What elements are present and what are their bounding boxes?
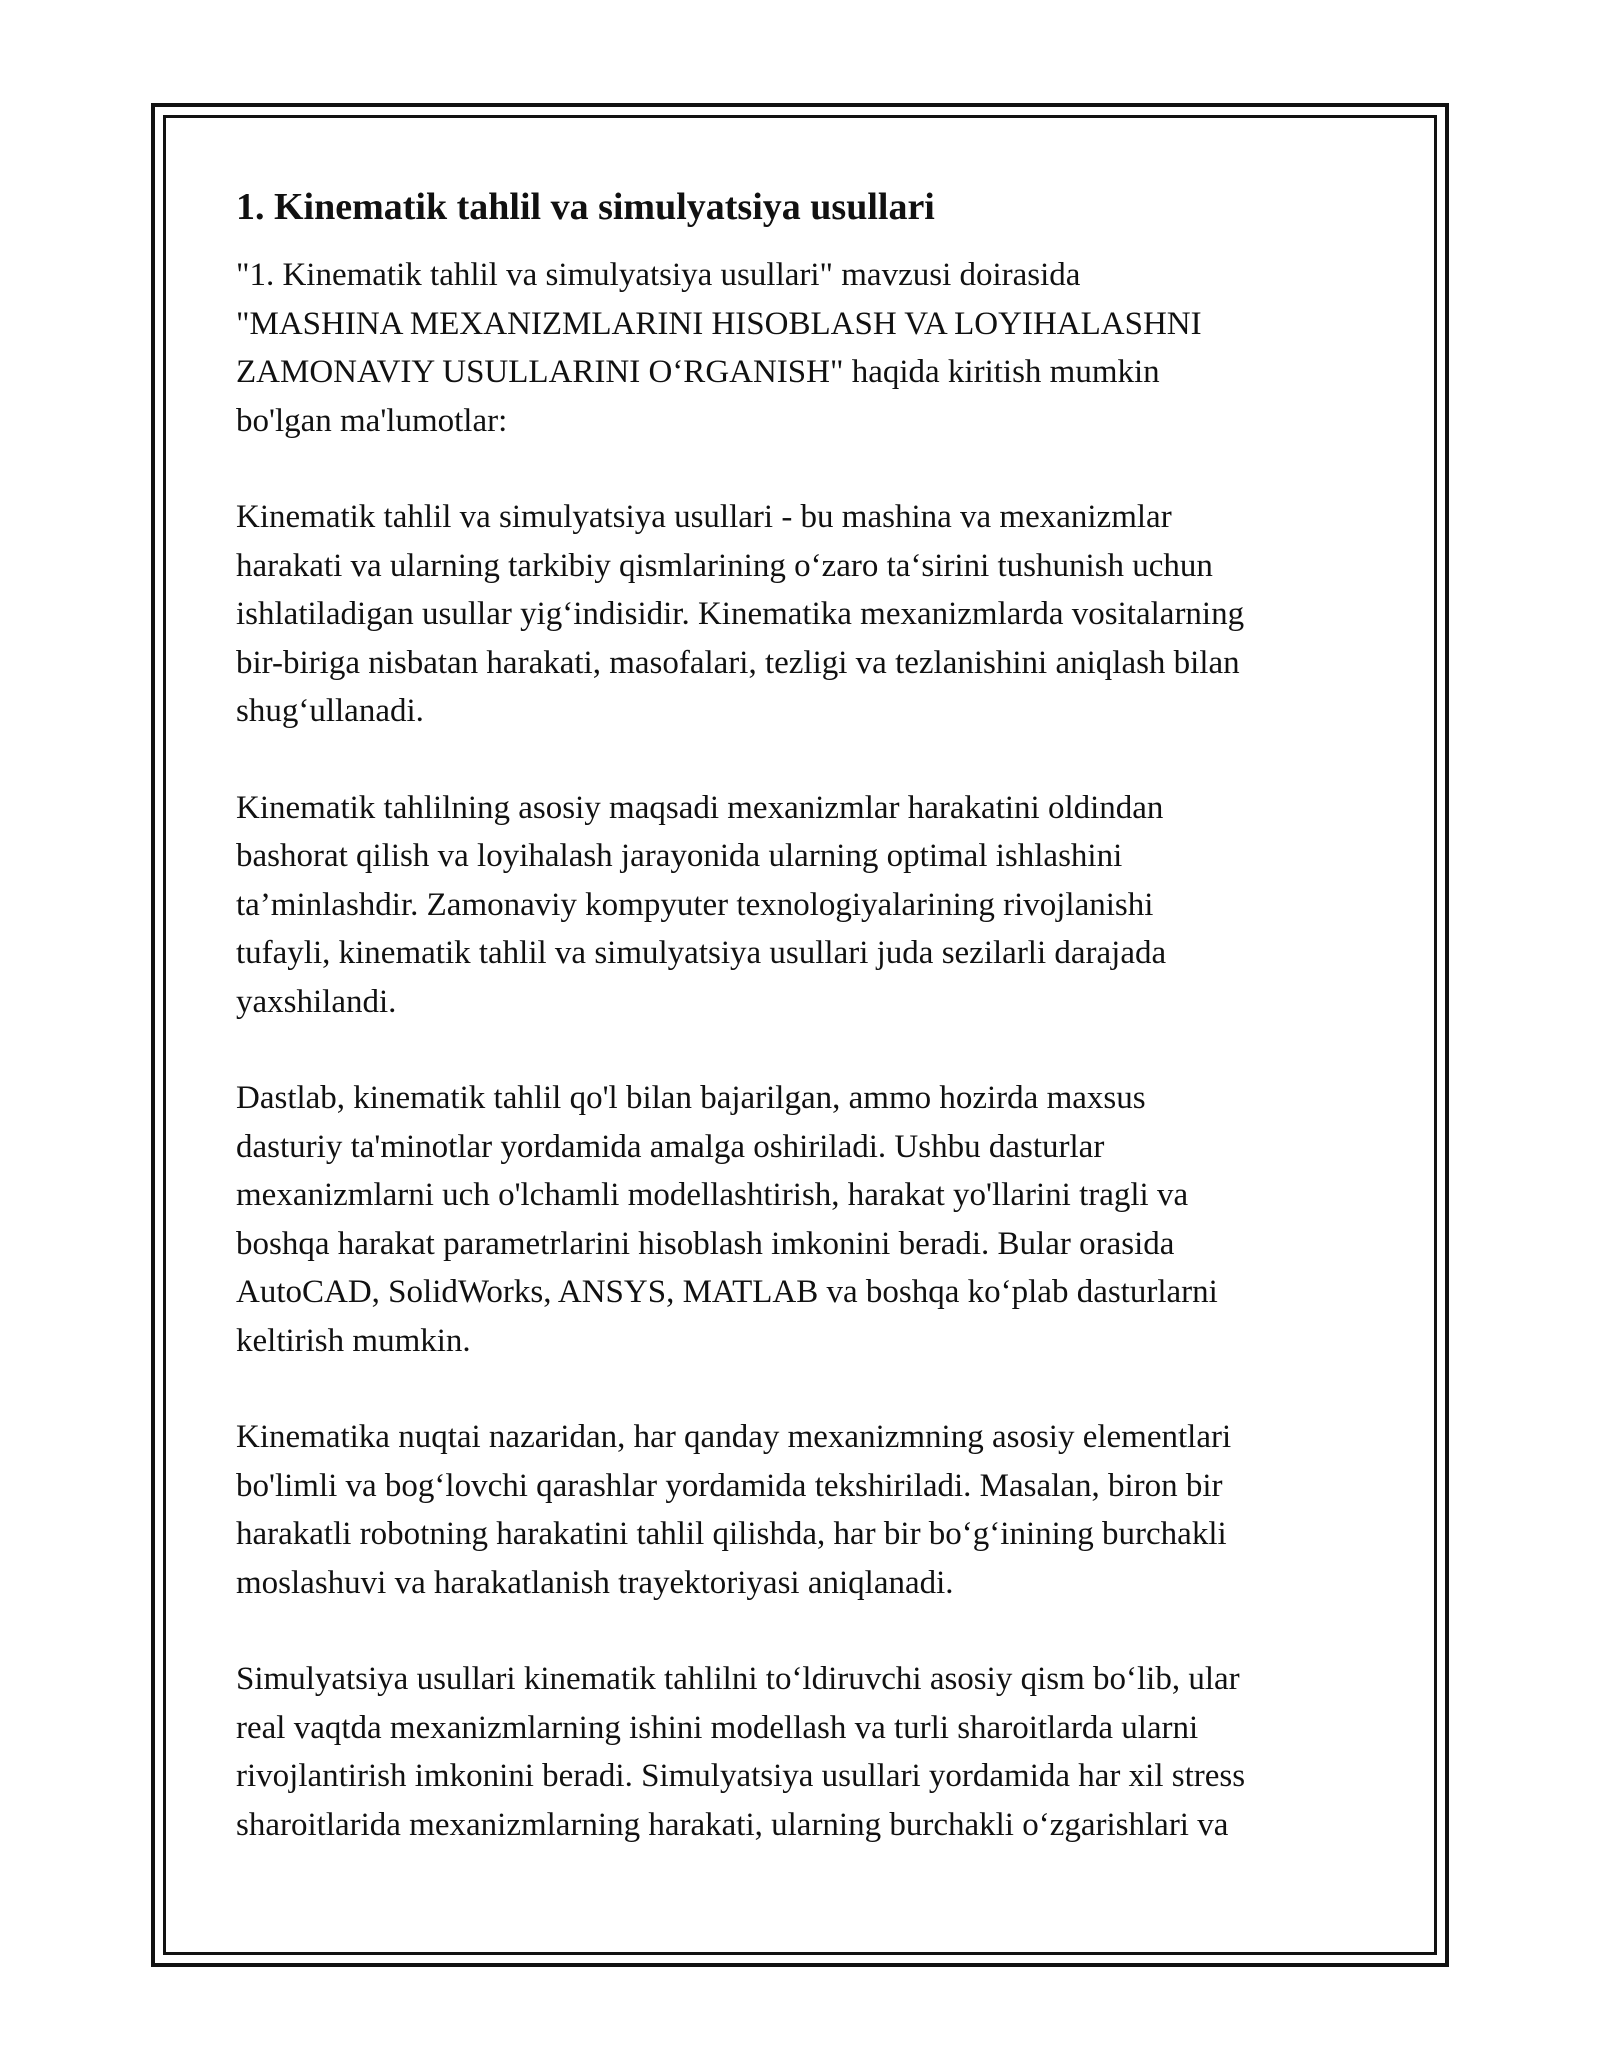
paragraph-intro: "1. Kinematik tahlil va simulyatsiya usullari" mavzusi doirasida "MASHINA MEXANIZMLARINI HISOBLASH VA LOYIHALASHNI ZAMONAVIY USULLARINI O‘RGANISH" haqida kiritish mumkin bo'lgan ma'lumotlar: — [236, 257, 1202, 439]
paragraph-purpose: Kinematik tahlilning asosiy maqsadi mexanizmlar harakatini oldindan bashorat qilish va loyihalash jarayonida ularning optimal ishlashini ta’minlashdir. Zamonaviy kompyuter texnologiyalarining rivojlanishi tufayli, kinematik tahlil va simulyatsiya usullari juda sezilarli darajada yaxshilandi. — [236, 789, 1167, 1020]
paragraph-software: Dastlab, kinematik tahlil qo'l bilan bajarilgan, ammo hozirda maxsus dasturiy ta'minotlar yordamida amalga oshiriladi. Ushbu dasturlar mexanizmlarni uch o'lchamli modellashtirish, harakat yo'llarini tragli va boshqa harakat parametrlarini hisoblash imkonini beradi. Bular orasida AutoCAD, SolidWorks, ANSYS, MATLAB va boshqa ko‘plab dasturlarni keltirish mumkin. — [236, 1080, 1218, 1359]
document-body — [236, 183, 1366, 1897]
paragraph-definition: Kinematik tahlil va simulyatsiya usullari - bu mashina va mexanizmlar harakati va ularning tarkibiy qismlarining o‘zaro ta‘sirini tushunish uchun ishlatiladigan usullar yig‘indisidir. Kinematika mexanizmlarda vositalarning bir-biriga nisbatan harakati, masofalari, tezligi va tezlanishini aniqlash bilan shug‘ullanadi. — [236, 499, 1245, 729]
section-heading: 1. Kinematik tahlil va simulyatsiya usullari — [236, 186, 935, 228]
paragraph-elements: Kinematika nuqtai nazaridan, har qanday mexanizmning asosiy elementlari bo'limli va bog‘lovchi qarashlar yordamida tekshiriladi. Masalan, biron bir harakatli robotning harakatini tahlil qilishda, har bir bo‘g‘inining burchakli moslashuvi va harakatlanish trayektoriyasi aniqlanadi. — [236, 1419, 1232, 1601]
paragraph-simulation: Simulyatsiya usullari kinematik tahlilni to‘ldiruvchi asosiy qism bo‘lib, ular real vaqtda mexanizmlarning ishini modellash va turli sharoitlarda ularni rivojlantirish imkonini beradi. Simulyatsiya usullari yordamida har xil stress sharoitlarida mexanizmlarning harakati, ularning burchakli o‘zgarishlari va — [236, 1661, 1246, 1843]
